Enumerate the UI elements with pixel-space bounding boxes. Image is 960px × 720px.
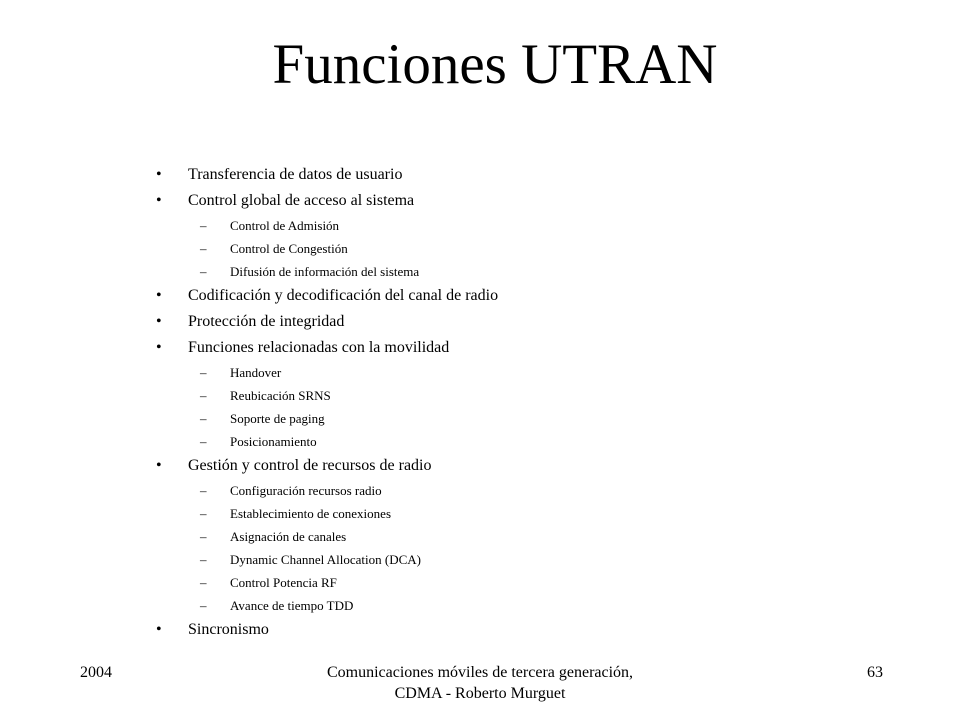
sub-bullet-text: Posicionamiento — [230, 434, 317, 449]
sub-bullet-text: Establecimiento de conexiones — [230, 506, 392, 521]
sub-bullet-item — [152, 430, 852, 453]
bullet-text: Funciones relacionadas con la movilidad — [188, 339, 450, 356]
sub-bullet-text: Asignación de canales — [230, 529, 347, 544]
dash-marker: – — [200, 506, 207, 521]
sub-bullet-item — [152, 237, 852, 260]
sub-bullet-text: Avance de tiempo TDD — [230, 598, 354, 613]
bullet-item — [152, 453, 852, 479]
sub-bullet-text: Difusión de información del sistema — [230, 264, 420, 279]
sub-bullet-item — [152, 548, 852, 571]
bullet-item — [152, 309, 852, 335]
bullet-text: Transferencia de datos de usuario — [188, 166, 403, 183]
dash-marker: – — [200, 388, 207, 403]
dash-marker: – — [200, 552, 207, 567]
dash-marker: – — [200, 575, 207, 590]
sub-bullet-text: Reubicación SRNS — [230, 388, 331, 403]
dash-marker: – — [200, 264, 207, 279]
bullet-text: Protección de integridad — [188, 313, 345, 330]
bullet-text: Gestión y control de recursos de radio — [188, 457, 432, 474]
bullet-marker: • — [156, 313, 162, 330]
dash-marker: – — [200, 434, 207, 449]
sub-bullet-text: Soporte de paging — [230, 411, 325, 426]
dash-marker: – — [200, 529, 207, 544]
bullet-marker: • — [156, 166, 162, 183]
sub-bullet-text: Control de Congestión — [230, 241, 348, 256]
bullet-text: Control global de acceso al sistema — [188, 192, 415, 209]
sub-bullet-text: Handover — [230, 365, 282, 380]
sub-bullet-text: Control de Admisión — [230, 218, 340, 233]
bullet-item — [152, 188, 852, 214]
bullet-item — [152, 283, 852, 309]
bullet-marker: • — [156, 287, 162, 304]
sub-bullet-item — [152, 260, 852, 283]
sub-bullet-item — [152, 571, 852, 594]
bullet-item — [152, 617, 852, 643]
dash-marker: – — [200, 411, 207, 426]
bullet-marker: • — [156, 621, 162, 638]
sub-bullet-text: Configuración recursos radio — [230, 483, 382, 498]
bullet-text: Codificación y decodificación del canal de radio — [188, 287, 499, 304]
dash-marker: – — [200, 365, 207, 380]
bullet-text: Sincronismo — [188, 621, 269, 638]
bullet-item — [152, 162, 852, 188]
sub-bullet-text: Dynamic Channel Allocation (DCA) — [230, 552, 421, 567]
dash-marker: – — [200, 218, 207, 233]
bullet-marker: • — [156, 339, 162, 356]
dash-marker: – — [200, 241, 207, 256]
sub-bullet-item — [152, 384, 852, 407]
slide-title: Funciones UTRAN — [272, 33, 718, 96]
bullet-item — [152, 335, 852, 361]
sub-bullet-item — [152, 214, 852, 237]
sub-bullet-item — [152, 525, 852, 548]
footer-year: 2004 — [80, 664, 112, 681]
sub-bullet-item — [152, 361, 852, 384]
sub-bullet-text: Control Potencia RF — [230, 575, 337, 590]
sub-bullet-item — [152, 502, 852, 525]
bullet-marker: • — [156, 192, 162, 209]
bullet-marker: • — [156, 457, 162, 474]
footer-page-number: 63 — [867, 664, 883, 681]
sub-bullet-item — [152, 407, 852, 430]
sub-bullet-item — [152, 594, 852, 617]
dash-marker: – — [200, 483, 207, 498]
sub-bullet-item — [152, 479, 852, 502]
bullet-list — [152, 162, 852, 643]
footer-course-title: Comunicaciones móviles de tercera generación, CDMA - Roberto Murguet — [326, 664, 634, 702]
dash-marker: – — [200, 598, 207, 613]
